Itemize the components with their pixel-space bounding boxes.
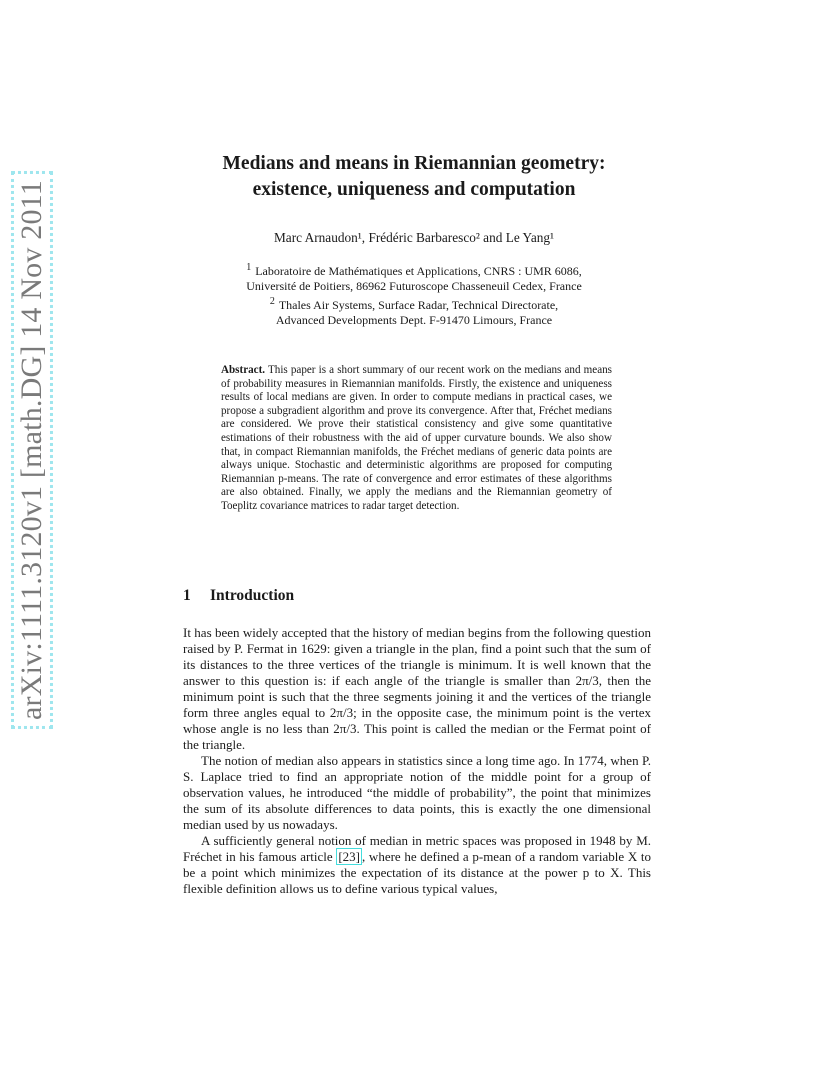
affiliation-line: Laboratoire de Mathématiques et Applications, CNRS : UMR 6086, bbox=[255, 264, 582, 278]
affiliation-2 bbox=[0, 294, 828, 313]
title-line-2: existence, uniqueness and computation bbox=[252, 179, 576, 200]
paragraph-2: The notion of median also appears in statistics since a long time ago. In 1774, when P. S. Laplace tried to find an appropriate notion of the middle point for a group of observation values, he introduced “the middle of probability”, the point that minimizes the sum of its absolute differences to data points, this is exactly the one dimensional median used by us nowadays. bbox=[183, 753, 651, 832]
section-title: Introduction bbox=[210, 587, 295, 604]
affiliation-line: Thales Air Systems, Surface Radar, Technical Directorate, bbox=[278, 298, 559, 312]
citation-link[interactable]: [23] bbox=[338, 849, 361, 864]
title-line-1: Medians and means in Riemannian geometry: bbox=[222, 153, 606, 174]
paragraph-3-text: A sufficiently general notion of median in metric spaces was proposed in 1948 by M. Fréchet in his famous article bbox=[183, 833, 651, 864]
section-number: 1 bbox=[183, 587, 191, 604]
paragraph-3-text-cont: , where he defined a p-mean of a random variable X to be a point which minimizes the expectation of its distance at the power p to X. This flexible definition allows us to define various typical values, bbox=[183, 849, 652, 896]
affiliation-mark: 2 bbox=[269, 296, 275, 307]
affiliation-1 bbox=[0, 260, 828, 279]
arxiv-id: arXiv:1111.3120v1 [math.DG] 14 Nov 2011 bbox=[11, 171, 53, 729]
paragraph-3 bbox=[183, 833, 651, 897]
abstract-text: This paper is a short summary of our recent work on the medians and means of probability measures in Riemannian manifolds. Firstly, the existence and uniqueness results of local medians are given. In order to compute medians in practical cases, we propose a subgradient algorithm and prove its convergence. After that, Fréchet medians are considered. We prove their statistical consistency and give some quantitative estimations of their robustness with the aid of upper curvature bounds. We also show that, in compact Riemannian manifolds, the Fréchet medians of generic data points are always unique. Stochastic and deterministic algorithms are proposed for computing Riemannian p-means. The rate of convergence and error estimates of these algorithms are also obtained. Finally, we apply the medians and the Riemannian geometry of Toeplitz covariance matrices to radar target detection. bbox=[221, 364, 612, 512]
abstract bbox=[221, 364, 612, 514]
abstract-label: Abstract. bbox=[221, 364, 266, 376]
paragraph-1: It has been widely accepted that the history of median begins from the following question raised by P. Fermat in 1629: given a triangle in the plan, find a point such that the sum of its distances to the three vertices of the triangle is minimum. It is well known that the answer to this question is: if each angle of the triangle is smaller than 2π/3, then the minimum point is such that the three segments joining it and the vertices of the triangle form three angles equal to 2π/3; in the opposite case, the minimum point is the vertex whose angle is no less than 2π/3. This point is called the median or the Fermat point of the triangle. bbox=[183, 625, 651, 752]
affiliation-1-line-2: Université de Poitiers, 86962 Futuroscope Chasseneuil Cedex, France bbox=[246, 279, 582, 293]
affiliations bbox=[0, 260, 828, 328]
section-heading bbox=[183, 587, 294, 605]
affiliation-mark: 1 bbox=[246, 262, 252, 273]
authors: Marc Arnaudon¹, Frédéric Barbaresco² and Le Yang¹ bbox=[273, 230, 555, 245]
affiliation-2-line-2: Advanced Developments Dept. F-91470 Limours, France bbox=[275, 313, 553, 327]
introduction-body bbox=[183, 625, 651, 897]
paper-title bbox=[0, 151, 828, 203]
